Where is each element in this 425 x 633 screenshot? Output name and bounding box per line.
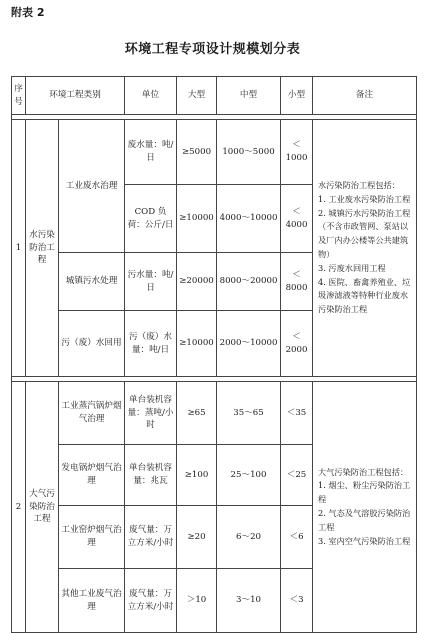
header-seq: 序号 [12,77,26,115]
design-scale-table [11,76,417,633]
medium-cell: 2000～10000 [217,311,281,377]
subcategory-name: 其他工业废气治理 [59,569,125,633]
table-header-row [12,77,417,115]
large-cell: ≥20000 [177,253,217,311]
small-cell: ＜3 [281,569,313,633]
appendix-label: 附表 2 [11,6,45,19]
medium-cell: 1000～5000 [217,120,281,185]
header-medium: 中型 [217,77,281,115]
small-cell: ＜25 [281,445,313,506]
medium-cell: 35～65 [217,382,281,445]
small-cell: ＜8000 [281,253,313,311]
unit-cell: 单台装机容量：兆瓦 [125,445,177,506]
table-row [12,120,417,185]
large-cell: ≥10000 [177,185,217,253]
subcategory-name: 工业废水治理 [59,120,125,253]
small-cell: ＜2000 [281,311,313,377]
header-category: 环境工程类别 [26,77,125,115]
note-line: 2. 气态及气溶胶污染防治工程 [318,508,411,532]
unit-cell: 废水量：吨/日 [125,120,177,185]
page-title: 环境工程专项设计规模划分表 [124,42,301,57]
header-large: 大型 [177,77,217,115]
large-cell: ≥20 [177,506,217,569]
large-cell: ≥100 [177,445,217,506]
group-name: 水污染防治工程 [26,120,59,377]
subcategory-name: 工业蒸汽锅炉烟气治理 [59,382,125,445]
unit-cell: 废气量：万立方米/小时 [125,569,177,633]
group-name: 大气污染防治工程 [26,382,59,633]
note-line: 3. 污废水回用工程 [318,262,386,273]
large-cell: ＞10 [177,569,217,633]
medium-cell: 3～10 [217,569,281,633]
note-line: 水污染防治工程包括： [318,180,400,191]
unit-cell: 污（废）水量：吨/日 [125,311,177,377]
note-line: 3. 室内空气污染防治工程 [318,535,411,546]
note-line: 1. 工业废水污染防治工程 [318,193,411,204]
group-seq: 1 [12,120,26,377]
medium-cell: 8000～20000 [217,253,281,311]
note-line: 2. 城镇污水污染防治工程（不含市政管网、泵站以及厂内办公楼等公共建筑物） [318,207,411,259]
subcategory-name: 污（废）水回用 [59,311,125,377]
subcategory-name: 发电锅炉烟气治理 [59,445,125,506]
small-cell: ＜1000 [281,120,313,185]
header-small: 小型 [281,77,313,115]
group-seq: 2 [12,382,26,633]
medium-cell: 6～20 [217,506,281,569]
large-cell: ≥10000 [177,311,217,377]
medium-cell: 4000～10000 [217,185,281,253]
group-note [313,382,417,633]
note-line: 4. 医院、畜禽养殖业、垃圾渗滤液等特种行业废水污染防治工程 [318,276,411,315]
subcategory-name: 城镇污水处理 [59,253,125,311]
small-cell: ＜35 [281,382,313,445]
note-line: 1. 烟尘、粉尘污染防治工程 [318,480,411,505]
large-cell: ≥5000 [177,120,217,185]
header-note: 备注 [313,77,417,115]
unit-cell: 单台装机容量：蒸吨/小时 [125,382,177,445]
table-row [12,382,417,445]
unit-cell: 废气量：万立方米/小时 [125,506,177,569]
note-line: 大气污染防治工程包括： [318,466,409,477]
medium-cell: 25～100 [217,445,281,506]
unit-cell: COD 负荷：公斤/日 [125,185,177,253]
group-note [313,120,417,377]
small-cell: ＜6 [281,506,313,569]
large-cell: ≥65 [177,382,217,445]
header-unit: 单位 [125,77,177,115]
small-cell: ＜4000 [281,185,313,253]
subcategory-name: 工业窑炉烟气治理 [59,506,125,569]
unit-cell: 污水量：吨/日 [125,253,177,311]
